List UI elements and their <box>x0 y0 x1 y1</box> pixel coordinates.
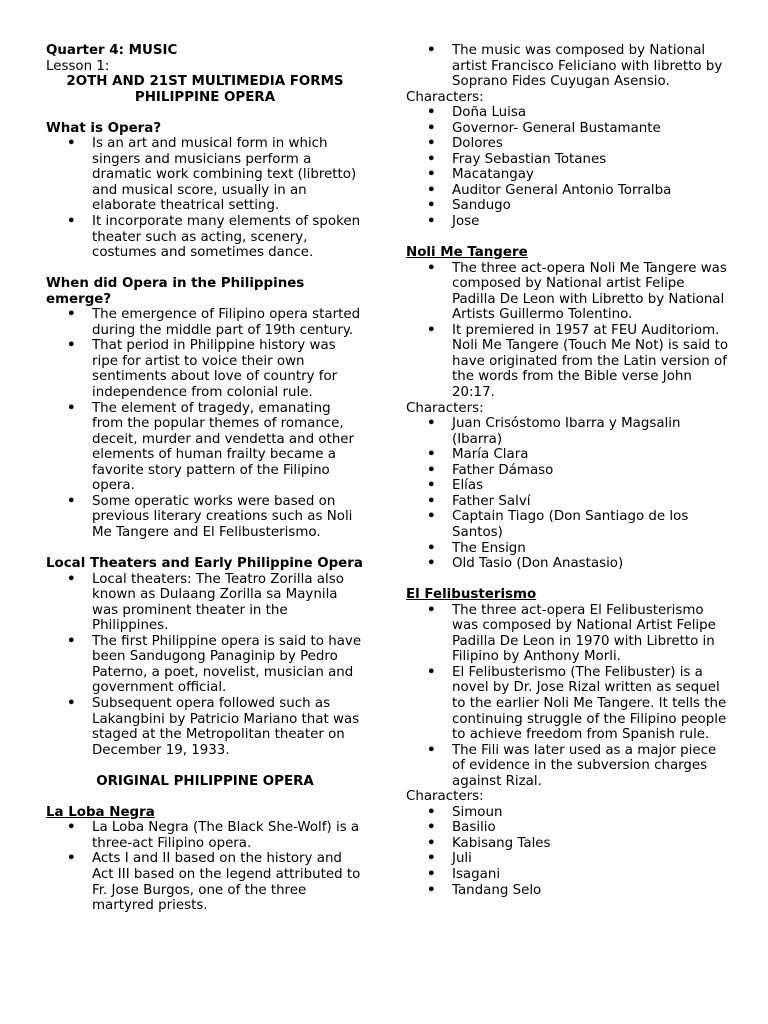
emerge-heading: When did Opera in the Philippines emerge? <box>46 276 305 307</box>
list-item: • Doña Luisa <box>406 105 728 121</box>
original-opera-heading: ORIGINAL PHILIPPINE OPERA <box>96 773 314 789</box>
list-item: • El Felibusterismo (The Felibuster) is a novel by Dr. Jose Rizal written as sequel to the earlier Noli Me Tangere. It tells the continuing struggle of the Filipino people to achieve freedom from Spanish rule. <box>406 665 728 743</box>
la-loba-negra-characters <box>406 105 728 229</box>
list-item: • The emergence of Filipino opera started during the middle part of 19th century. <box>46 307 364 338</box>
list-item: • La Loba Negra (The Black She-Wolf) is a three-act Filipino opera. <box>46 820 364 851</box>
list-item-text: It premiered in 1957 at FEU Auditoriom. <box>452 322 720 338</box>
page-title-line-1: 2OTH AND 21ST MULTIMEDIA FORMS <box>66 74 344 90</box>
list-item: • It incorporate many elements of spoken theater such as acting, scenery, costumes and sometimes dance. <box>46 214 364 261</box>
list-item: • Jose <box>406 214 728 230</box>
noli-me-tangere-heading: Noli Me Tangere <box>406 245 528 261</box>
list-item: • Old Tasio (Don Anastasio) <box>406 556 728 572</box>
list-item: • Dolores <box>406 136 728 152</box>
list-item: • Local theaters: The Teatro Zorilla also known as Dulaang Zorilla sa Maynila was prominent theater in the Philippines. <box>46 572 364 634</box>
list-item: • Macatangay <box>406 167 728 183</box>
list-item: • Fray Sebastian Totanes <box>406 152 728 168</box>
list-item: • The three act-opera Noli Me Tangere was composed by National artist Felipe Padilla De Leon with Libretto by National Artists Guillermo Tolentino. <box>406 261 728 323</box>
list-item: • Juan Crisóstomo Ibarra y Magsalin (Ibarra) <box>406 416 728 447</box>
what-is-opera-heading: What is Opera? <box>46 120 162 136</box>
list-item: • Is an art and musical form in which singers and musicians perform a dramatic work combining text (libretto) and musical score, usually in an elaborate theatrical setting. <box>46 136 364 214</box>
list-item: • Tandang Selo <box>406 883 728 899</box>
list-item: • Governor- General Bustamante <box>406 121 728 137</box>
list-item: • Acts I and II based on the history and Act III based on the legend attributed to Fr. Jose Burgos, one of the three martyred priests. <box>46 851 364 913</box>
theaters-list <box>46 572 364 759</box>
list-item: • The Ensign <box>406 541 728 557</box>
list-item: • Isagani <box>406 867 728 883</box>
theaters-heading: Local Theaters and Early Philippine Opera <box>46 556 363 572</box>
list-item: • The music was composed by National artist Francisco Feliciano with libretto by Soprano Fides Cuyugan Asensio. <box>406 43 728 90</box>
what-is-opera-list <box>46 136 364 260</box>
characters-label: Characters: <box>406 89 484 105</box>
characters-label: Characters: <box>406 789 484 805</box>
el-felibusterismo-list <box>406 603 728 790</box>
list-item: • Subsequent opera followed such as Lakangbini by Patricio Mariano that was staged at the Metropolitan theater on December 19, 1933. <box>46 696 364 758</box>
noli-me-tangere-list <box>406 261 728 401</box>
list-item: • That period in Philippine history was ripe for artist to voice their own sentiments about love of country for independence from colonial rule. <box>46 338 364 400</box>
la-loba-negra-heading: La Loba Negra <box>46 804 155 820</box>
list-item: • The first Philippine opera is said to have been Sandugong Panaginip by Pedro Paterno, a poet, novelist, musician and government official. <box>46 634 364 696</box>
list-item: • Kabisang Tales <box>406 836 728 852</box>
list-item: • Auditor General Antonio Torralba <box>406 183 728 199</box>
list-item: • Basilio <box>406 820 728 836</box>
list-item: • The Fili was later used as a major piece of evidence in the subversion charges against Rizal. <box>406 743 728 790</box>
list-item: • Some operatic works were based on previous literary creations such as Noli Me Tangere and El Felibusterismo. <box>46 494 364 541</box>
list-item: • Simoun <box>406 805 728 821</box>
page-title-line-2: PHILIPPINE OPERA <box>134 89 276 105</box>
list-item: • The element of tragedy, emanating from the popular themes of romance, deceit, murder and vendetta and other elements of human frailty became a favorite story pattern of the Filipino opera. <box>46 401 364 494</box>
list-item: • The three act-opera El Felibusterismo was composed by National Artist Felipe Padilla De Leon in 1970 with Libretto in Filipino by Anthony Morli. <box>406 603 728 665</box>
la-loba-negra-continued-list <box>406 43 728 90</box>
quarter-label: Quarter 4: MUSIC <box>46 43 178 58</box>
noli-me-tangere-characters <box>406 416 728 571</box>
list-item <box>406 323 728 401</box>
el-felibusterismo-heading: El Felibusterismo <box>406 587 537 603</box>
list-item: • Elías <box>406 478 728 494</box>
list-item: • María Clara <box>406 447 728 463</box>
left-column <box>46 43 364 914</box>
la-loba-negra-list <box>46 820 364 913</box>
right-column <box>406 43 728 898</box>
list-item: • Father Dámaso <box>406 463 728 479</box>
lesson-label: Lesson 1: <box>46 58 110 74</box>
list-item: • Juli <box>406 851 728 867</box>
list-item: • Captain Tiago (Don Santiago de los Santos) <box>406 509 728 540</box>
el-felibusterismo-characters <box>406 805 728 898</box>
list-item: • Father Salví <box>406 494 728 510</box>
list-item-continuation: Noli Me Tangere (Touch Me Not) is said to have originated from the Latin version of the words from the Bible verse John 20:17. <box>452 338 729 401</box>
characters-label: Characters: <box>406 400 484 416</box>
emerge-list <box>46 307 364 540</box>
list-item: • Sandugo <box>406 198 728 214</box>
